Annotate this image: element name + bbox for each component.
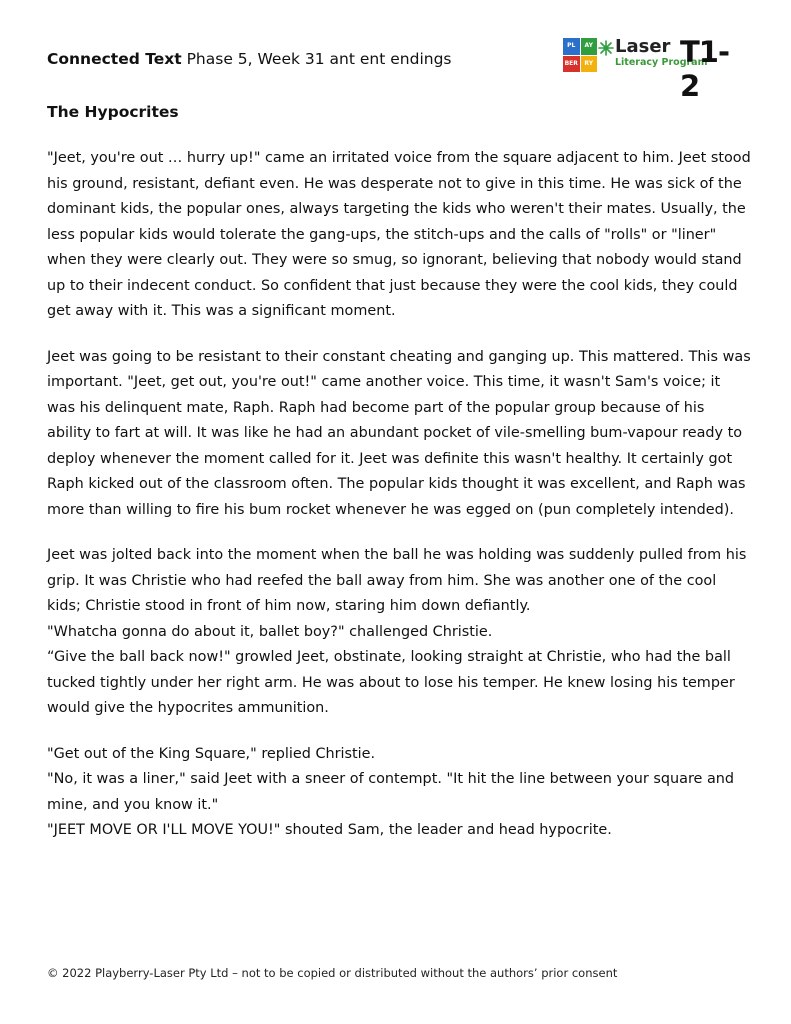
logo-grid-cell: PL [563, 38, 580, 55]
copyright-footer: © 2022 Playberry-Laser Pty Ltd – not to be copied or distributed without the authors’ prior consent [47, 966, 618, 980]
playberry-logo-grid [563, 38, 597, 72]
story-title: The Hypocrites [47, 103, 179, 121]
logo-grid-cell: AY [581, 38, 598, 55]
header-title [47, 50, 451, 68]
story-paragraph: "No, it was a liner," said Jeet with a sneer of contempt. "It hit the line between your square and mine, and you know it." [47, 771, 735, 813]
laser-logo [563, 35, 743, 103]
logo-subtitle: Literacy Program [615, 57, 708, 68]
story-paragraph: "JEET MOVE OR I'LL MOVE YOU!" shouted Sam, the leader and head hypocrite. [47, 822, 612, 838]
logo-grid-cell: RY [581, 56, 598, 73]
story-paragraph: Jeet was going to be resistant to their constant cheating and ganging up. This mattered. This was important. "Jeet, get out, you're out!" came another voice. This time, it wasn't Sam's voice; it was his delinquent mate, Raph. Raph had become part of the popular group because of his ability to fart at will. It was like he had an abundant pocket of vile-smelling bum-vapour ready to deploy whenever the moment called for it. Jeet was definite this wasn't healthy. It certainly got Raph kicked out of the classroom often. The popular kids thought it was excellent, and Raph was more than willing to fire his bum rocket whenever he was egged on (pun completely intended). [47, 348, 751, 518]
story-paragraph: “Give the ball back now!" growled Jeet, obstinate, looking straight at Christie, who had the ball tucked tightly under her right arm. He was about to lose his temper. He knew losing his temper would give the hypocrites ammunition. [47, 649, 735, 716]
story-body [47, 146, 752, 844]
story-paragraph: "Whatcha gonna do about it, ballet boy?" challenged Christie. [47, 623, 493, 640]
story-paragraph: Jeet was jolted back into the moment when the ball he was holding was suddenly pulled from his grip. It was Christie who had reefed the ball away from him. She was another one of the cool kids; Christie stood in front of him now, staring him down defiantly. [47, 547, 747, 614]
story-paragraph: "Get out of the King Square," replied Christie. [47, 745, 376, 762]
logo-level: T1-2 [680, 35, 729, 103]
story-paragraph: "Jeet, you're out … hurry up!" came an irritated voice from the square adjacent to him. Jeet stood his ground, resistant, defiant even. He was desperate not to give in this time. He was sick of the dominant kids, the popular ones, always targeting the kids who weren't their mates. Usually, the less popular kids would tolerate the gang-ups, the stitch-ups and the calls of "rolls" or "liner" when they were clearly out. They were so smug, so ignorant, believing that nobody would stand up to their indecent conduct. So confident that just because they were the cool kids, they could get away with it. This was a significant moment. [47, 150, 751, 319]
header-title-rest: Phase 5, Week 31 ant ent endings [181, 50, 452, 68]
header-title-bold: Connected Text [47, 50, 182, 68]
starburst-icon [598, 40, 614, 56]
logo-grid-cell: BER [563, 56, 580, 73]
logo-name: Laser [615, 36, 671, 57]
page-header [47, 35, 747, 103]
